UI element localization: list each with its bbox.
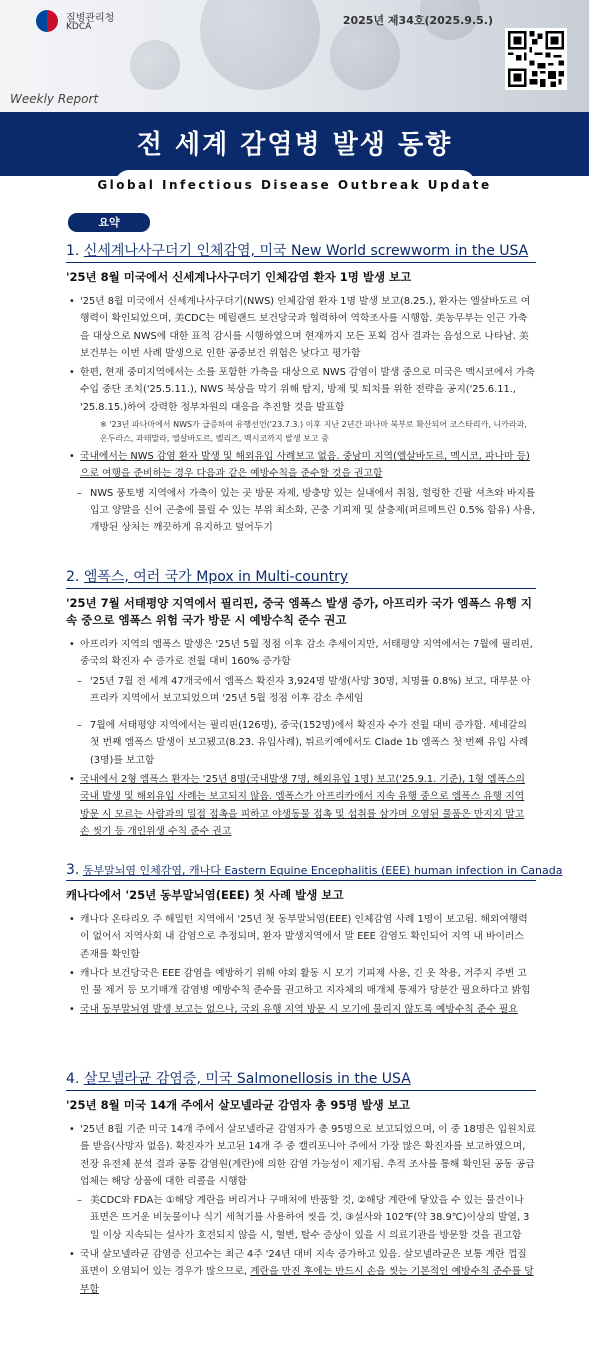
bullet-item-underlined: • 국내 동부말뇌염 발생 보고는 없으나, 국외 유행 지역 방문 시 모기에 물리지 않도록 예방수칙 준수 필요 <box>66 1001 536 1018</box>
bullet-item-underlined: • 국내에서 2형 엠폭스 환자는 '25년 8명(국내발생 7명, 해외유입 1명) 보고('25.9.1. 기준), 1형 엠폭스의 국내 발생 및 해외유입 사례는 보고되지 않음. 엠폭스가 아프리카에서 지속 유행 중으로 엠폭스 유행 지역 방문 시 모르는 사람과의 밀접 접촉을 피하고 야생동물 접촉 및 섭취를 삼가며 오염된 물품은 만지지 말고 손 씻기 등 개인위생 수칙 준수 권고 <box>66 771 536 840</box>
section-lead: '25년 8월 미국에서 신세계나사구더기 인체감염 환자 1명 발생 보고 <box>66 270 412 284</box>
dash-item: – 美CDC와 FDA는 ①해당 계란을 버리거나 구매처에 반품할 것, ②해당 계란에 닿았을 수 있는 물건이나 표면은 뜨거운 비눗물이나 식기 세척기를 사용하여 씻을 것, ③설사와 102℉(약 38.9℃)이상의 발열, 3일 이상 지속되는 설사가 호전되지 않을 시, 혈변, 탈수 증상이 있을 시 의료기관을 방문할 것을 권고함 <box>66 1192 536 1244</box>
bullet-item: • 캐나다 보건당국은 EEE 감염을 예방하기 위해 야외 활동 시 모기 기피제 사용, 긴 옷 착용, 거주지 주변 고인 물 제거 등 모기매개 감염병 예방수칙 준수를 권고하고 지자체의 매개체 통제가 당분간 필요하다고 밝힘 <box>66 965 536 1000</box>
org-name-en: KDCA <box>66 22 92 32</box>
section-lead: '25년 7월 서태평양 지역에서 필리핀, 중국 엠폭스 발생 증가, 아프리카 국가 엠폭스 유행 지속 중으로 엠폭스 위험 국가 방문 시 예방수칙 준수 권고 <box>66 596 533 627</box>
bullet-item: • 국내 살모넬라균 감염증 신고수는 최근 4주 '24년 대비 지속 증가하고 있음. 살모넬라균은 보통 계란 껍질 표면이 오염되어 있는 경우가 많으므로, 계란을 만진 후에는 반드시 손을 씻는 기본적인 예방수칙 준수를 당부함 <box>66 1246 536 1298</box>
weekly-report-label: Weekly Report <box>10 92 99 106</box>
bullet-item: • 한편, 현재 중미지역에서는 소를 포함한 가축을 대상으로 NWS 감염이 발생 중으로 미국은 멕시코에서 가축 수입 중단 조치('25.5.11.), NWS 북상을 막기 위해 탐지, 방제 및 퇴치를 위한 전략을 공지('25.6.11., '25.8.15.)하여 강력한 정부차원의 대응을 추진할 것을 발표함 <box>66 364 536 416</box>
section-3 <box>66 862 563 1021</box>
section-2 <box>66 566 536 842</box>
bullet-item: • '25년 8월 미국에서 신세계나사구더기(NWS) 인체감염 환자 1명 발생 보고(8.25.), 환자는 엘살바도르 여행력이 확인되었으며, 美CDC는 메릴랜드 보건당국과 협력하여 역학조사를 시행함. 美농무부는 인근 가축을 대상으로 NWS에 대한 표적 감시를 시행하였으며 현재까지 모든 포획 검사 결과는 음성으로 나타남. 美보건부는 이번 사례 발생으로 인한 공중보건 위험은 낮다고 평가함 <box>66 293 536 362</box>
page-title: 전 세계 감염병 발생 동향 <box>136 130 453 160</box>
virus-decoration <box>200 0 320 90</box>
qr-code-icon[interactable] <box>505 28 567 90</box>
section-heading: 3. 동부말뇌염 인체감염, 캐나다 Eastern Equine Encephalitis (EEE) human infection in Canada <box>66 862 536 881</box>
bullet-item: • '25년 8월 기준 미국 14개 주에서 살모넬라균 감염자가 총 95명으로 보고되었으며, 이 중 18명은 입원치료를 받음(사망자 없음). 확진자가 보고된 14개 주 중 캘리포니아 주에서 가장 많은 확진자를 보고하였으며, 전장 유전체 분석 결과 공통 감염원(계란)에 의한 감염 가능성이 제기됨. 추적 조사를 통해 확인된 공동 공급업체는 해당 상품에 대한 리콜을 시행함 <box>66 1121 536 1190</box>
bullet-item: • 캐나다 온타리오 주 해밀턴 지역에서 '25년 첫 동부말뇌염(EEE) 인체감염 사례 1명이 보고됨. 해외여행력이 없어서 지역사회 내 감염으로 추정되며, 환자 발생지역에서 말 EEE 감염도 확인되어 지역 내 바이러스 존재를 확인함 <box>66 911 536 963</box>
note-item: ※ '23년 파나마에서 NWS가 급증하여 유행선언('23.7.3.) 이후 지난 2년간 파나마 북부로 확산되어 코스타리카, 니카라과, 온두라스, 과테말라, 엘살바도르, 벨리즈, 멕시코까지 발생 보고 중 <box>100 420 527 444</box>
section-title: 살모넬라균 감염증, 미국 Salmonellosis in the USA <box>83 1071 411 1087</box>
org-name-ko: 질병관리청 <box>66 13 115 24</box>
virus-decoration <box>330 20 400 90</box>
section-heading: 2. 엠폭스, 여러 국가 Mpox in Multi-country <box>66 566 536 589</box>
section-lead: 캐나다에서 '25년 동부말뇌염(EEE) 첫 사례 발생 보고 <box>66 888 344 902</box>
section-1 <box>66 240 536 539</box>
dash-item: – NWS 풍토병 지역에서 가축이 있는 곳 방문 자제, 방충망 있는 실내에서 취침, 헐렁한 긴팔 셔츠와 바지를 입고 양말을 신어 곤충에 물릴 수 있는 부위 최소화, 곤충 기피제 및 살충제(퍼르메트린 0.5% 함유) 사용, 개방된 상처는 깨끗하게 유지하고 덮어두기 <box>66 485 536 537</box>
kdca-logo-icon <box>36 10 58 32</box>
section-lead: '25년 8월 미국 14개 주에서 살모넬라균 감염자 총 95명 발생 보고 <box>66 1098 410 1112</box>
section-heading: 4. 살모넬라균 감염증, 미국 Salmonellosis in the USA <box>66 1068 536 1091</box>
page-subtitle: Global Infectious Disease Outbreak Update <box>97 178 492 192</box>
underlined-text: 계란을 만진 후에는 반드시 손을 씻는 기본적인 예방수칙 준수를 당부함 <box>80 1266 534 1295</box>
issue-number: 2025년 제34호(2025.9.5.) <box>342 14 493 27</box>
section-title: 동부말뇌염 인체감염, 캐나다 Eastern Equine Encephalitis (EEE) human infection in Canada <box>82 864 563 877</box>
dash-item: – 7월에 서태평양 지역에서는 필리핀(126명), 중국(152명)에서 확진자 수가 전월 대비 증가함. 세네갈의 첫 번째 엠폭스 발생이 보고됐고(8.23. 유입사례), 튀르키예에서도 Clade 1b 엠폭스 첫 번째 유입 사례(3명)를 보고함 <box>66 717 536 769</box>
section-title: 신세계나사구더기 인체감염, 미국 New World screwworm in the USA <box>83 243 529 259</box>
summary-badge: 요약 <box>68 213 150 232</box>
bullet-item-underlined: • 국내에서는 NWS 감염 환자 발생 및 해외유입 사례보고 없음. 중남미 지역(엘살바도르, 멕시코, 파나마 등)으로 여행을 준비하는 경우 다음과 같은 예방수칙을 준수할 것을 권고함 <box>66 448 536 483</box>
virus-decoration <box>130 40 180 90</box>
section-heading: 1. 신세계나사구더기 인체감염, 미국 New World screwworm in the USA <box>66 240 536 263</box>
section-title: 엠폭스, 여러 국가 Mpox in Multi-country <box>83 569 349 585</box>
section-4 <box>66 1068 536 1300</box>
dash-item: – '25년 7월 전 세계 47개국에서 엠폭스 확진자 3,924명 발생(사망 30명, 치명률 0.8%) 보고, 대부분 아프리카 지역에서 보고되었으며 '25년 5월 정점 이후 감소 추세임 <box>66 673 536 708</box>
bullet-item: • 아프리카 지역의 엠폭스 발생은 '25년 5월 정점 이후 감소 추세이지만, 서태평양 지역에서는 7월에 필리핀, 중국의 확진자 수 증가로 전월 대비 160% 증가함 <box>66 636 536 671</box>
